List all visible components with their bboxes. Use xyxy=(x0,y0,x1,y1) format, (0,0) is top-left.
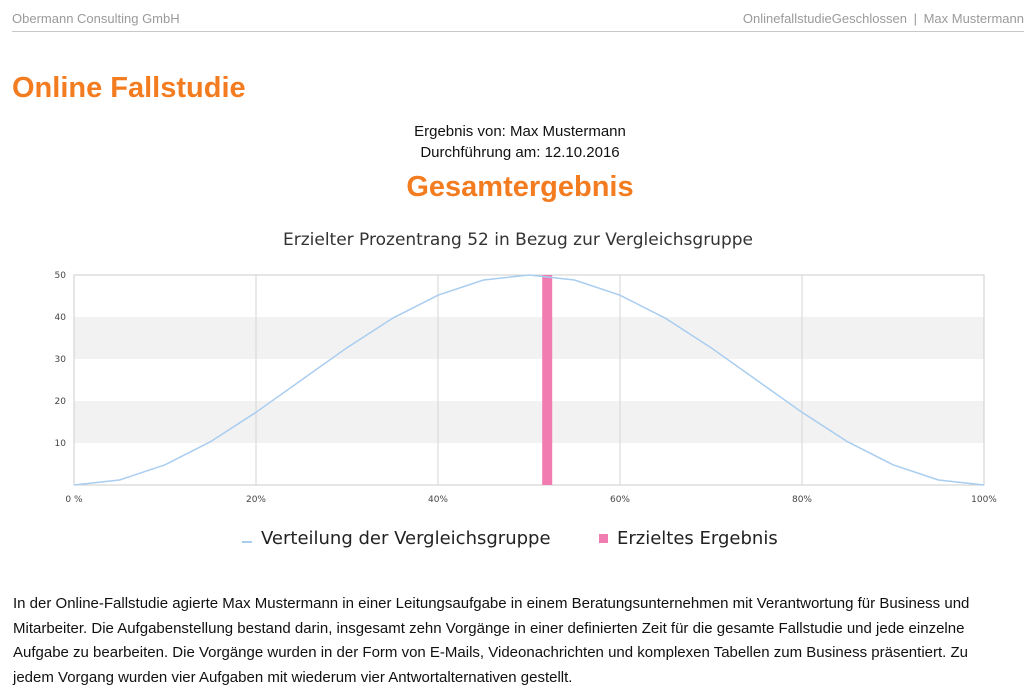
top-bar xyxy=(12,0,1024,32)
study-name: OnlinefallstudieGeschlossen xyxy=(742,11,907,26)
distribution-curve xyxy=(74,275,984,485)
plot-band xyxy=(74,401,984,443)
y-tick-label: 40 xyxy=(54,313,66,323)
chart-title: Erzielter Prozentrang 52 in Bezug zur Vergleichsgruppe xyxy=(282,230,754,250)
x-tick-label: 80% xyxy=(791,495,813,505)
user-name: Max Mustermann xyxy=(923,11,1024,26)
plot-bands xyxy=(74,317,984,443)
date-line: Durchführung am: 12.10.2016 xyxy=(420,144,620,161)
y-tick-label: 50 xyxy=(54,271,66,281)
top-right-info xyxy=(743,11,1024,26)
header-separator: | xyxy=(913,11,917,26)
plot-band xyxy=(74,317,984,359)
result-chart xyxy=(0,222,1024,562)
plot-axes xyxy=(55,271,998,505)
plot-series xyxy=(74,275,984,485)
company-name: Obermann Consulting GmbH xyxy=(12,11,180,26)
legend-bar-marker xyxy=(599,534,608,543)
legend-label-result: Erzieltes Ergebnis xyxy=(617,528,778,549)
x-tick-label: 40% xyxy=(427,495,449,505)
x-tick-label: 100% xyxy=(971,495,997,505)
y-tick-label: 30 xyxy=(54,355,66,365)
chart-legend xyxy=(242,528,778,549)
x-tick-label: 20% xyxy=(245,495,267,505)
x-tick-label: 0 % xyxy=(65,495,83,505)
description-paragraph: In der Online-Fallstudie agierte Max Mustermann in einer Leitungsaufgabe in einem Beratungsunternehmen mit Verantwortung für Business und Mitarbeiter. Die Aufgabenstellung bestand darin, insgesamt zehn Vorgänge in einer definierten Zeit für die gesamte Fallstudie und jede einzelne Aufgabe zu bearbeiten. Die Vorgänge wurden in der Form von E-Mails, Videonachrichten und komplexen Tabellen zum Business präsentiert. Zu jedem Vorgang wurden vier Aufgaben mit wiederum vier Antwortalternativen gestellt. xyxy=(13,595,970,686)
y-tick-label: 20 xyxy=(54,397,66,407)
y-tick-label: 10 xyxy=(54,439,66,449)
plot-border xyxy=(74,275,984,485)
section-title: Gesamtergebnis xyxy=(406,171,634,203)
result-for-line: Ergebnis von: Max Mustermann xyxy=(414,123,626,140)
page-title: Online Fallstudie xyxy=(12,72,246,104)
plot-grid xyxy=(74,275,984,485)
legend-label-distribution: Verteilung der Vergleichsgruppe xyxy=(261,528,551,549)
x-tick-label: 60% xyxy=(609,495,631,505)
result-bar xyxy=(542,275,552,485)
